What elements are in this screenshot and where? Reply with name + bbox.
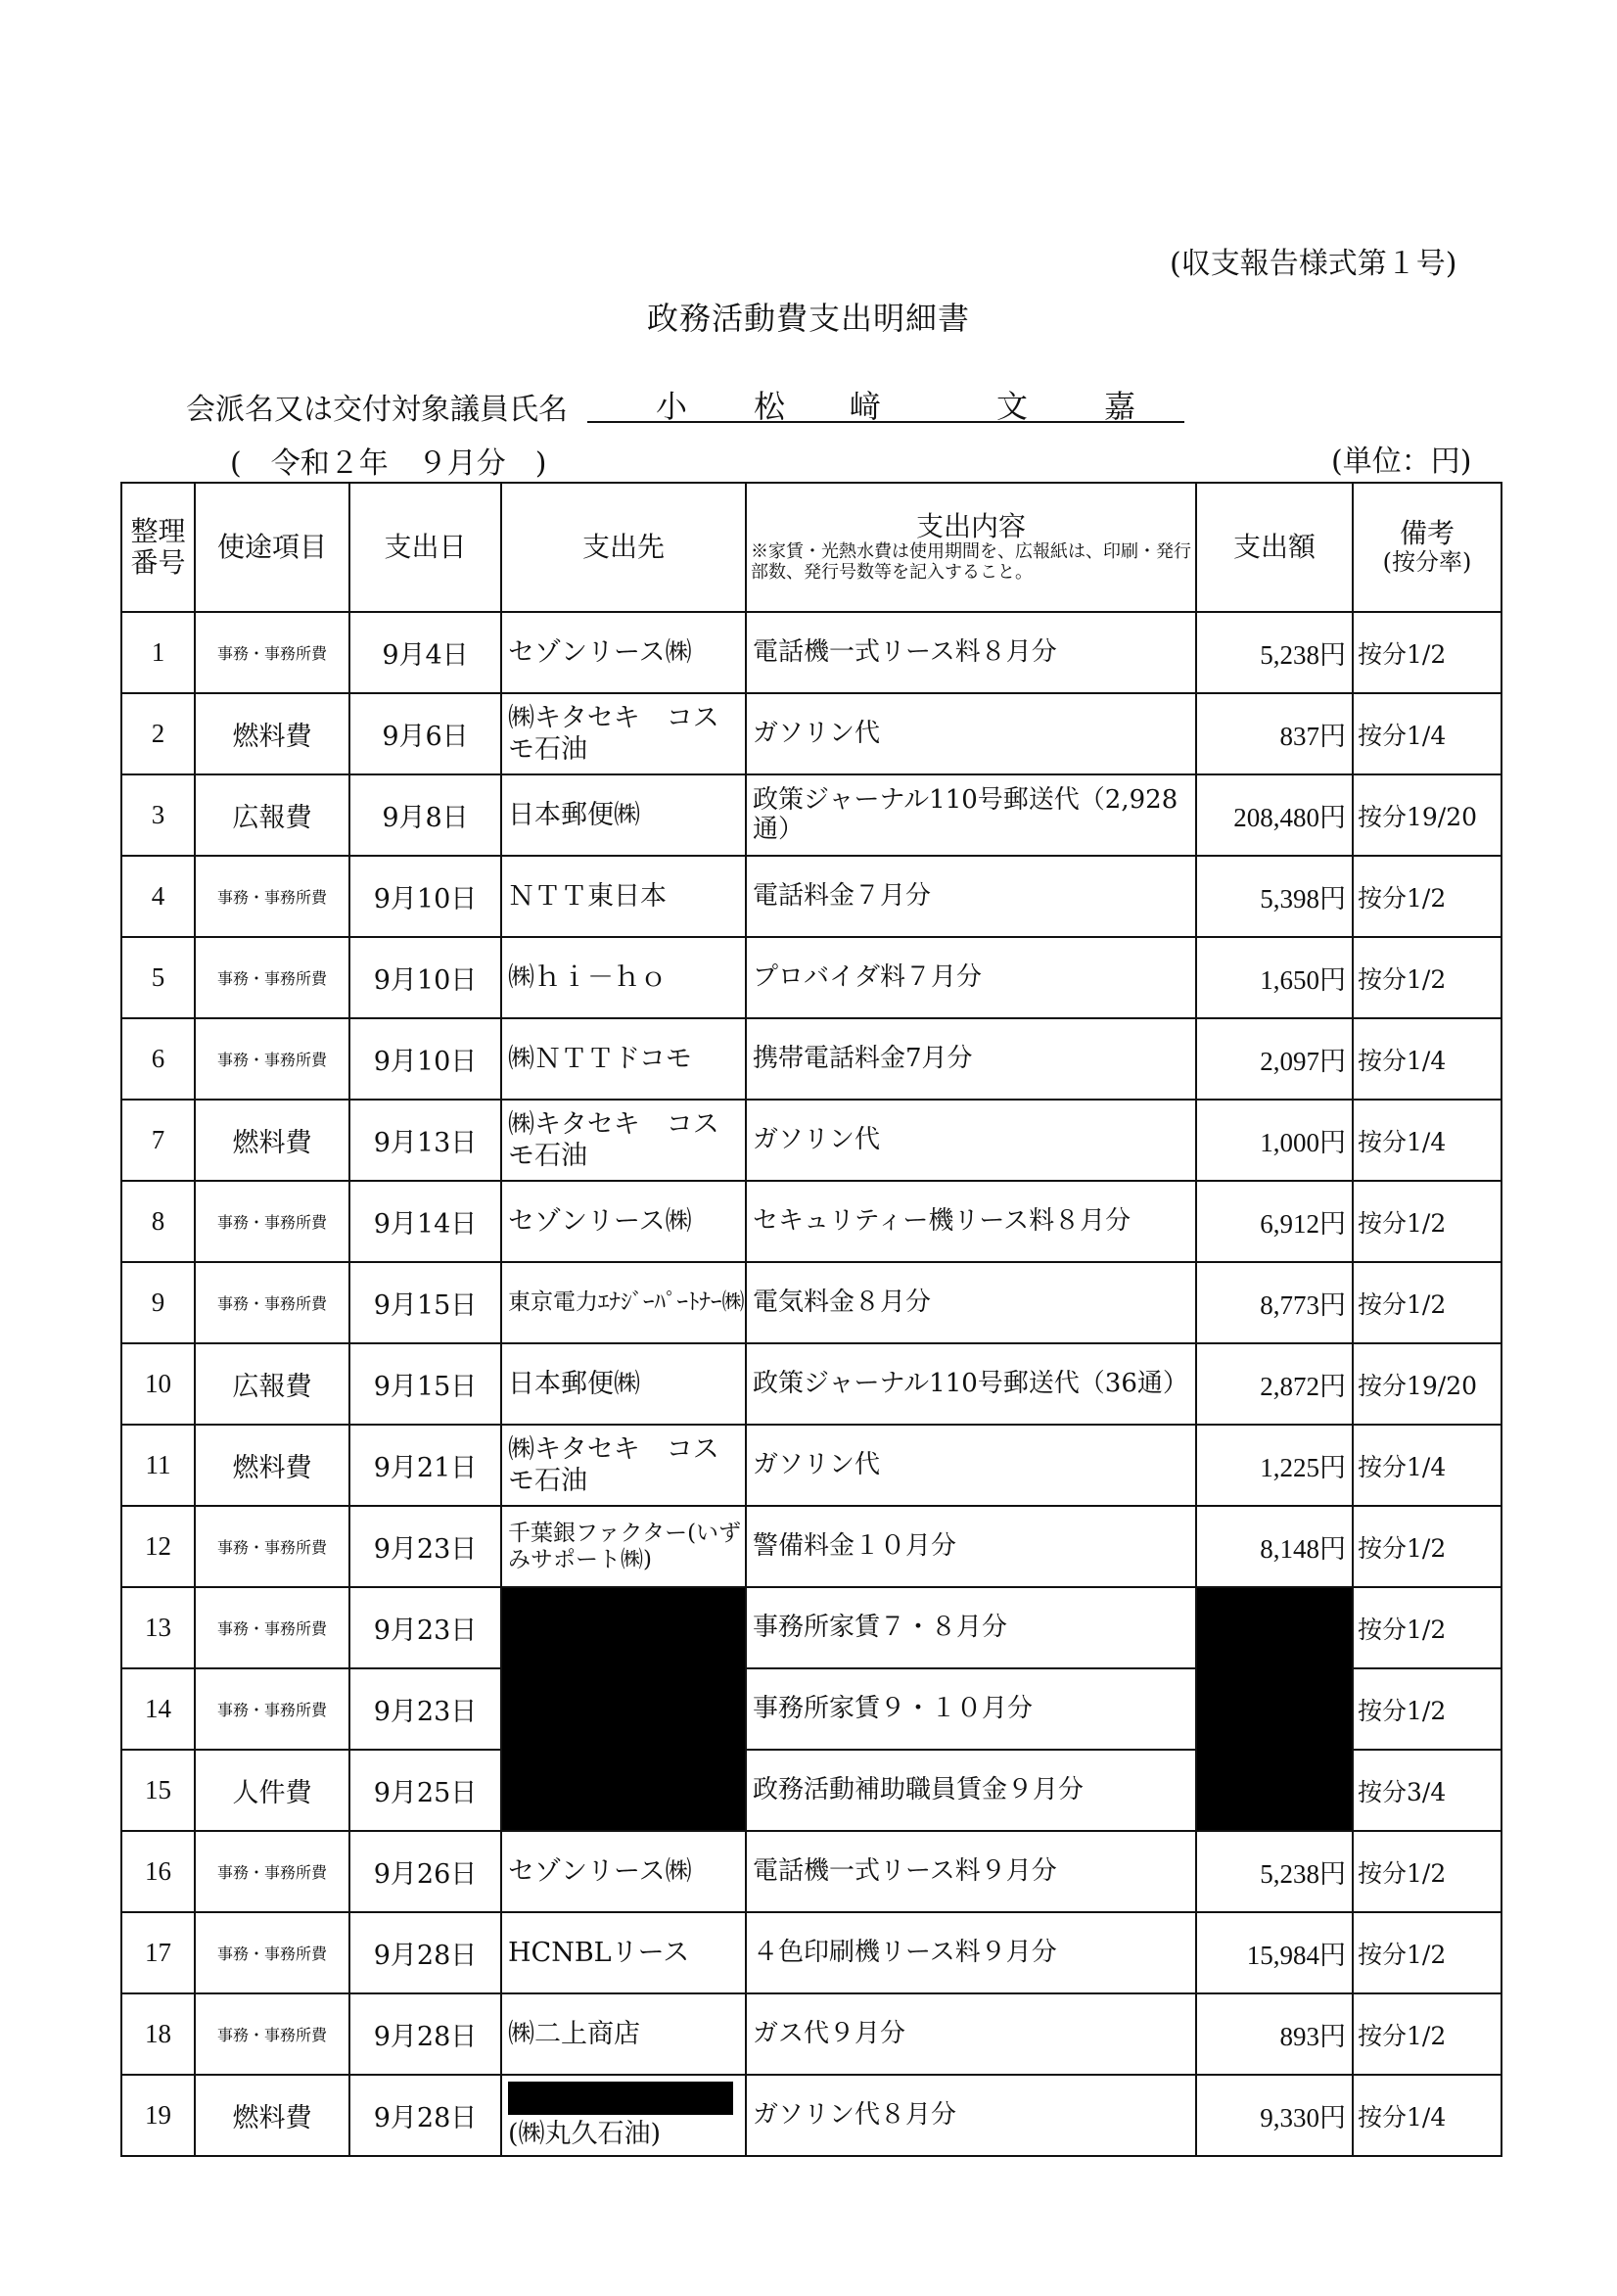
row-payee (501, 2075, 746, 2156)
row-payee: セゾンリース㈱ (501, 1181, 746, 1262)
row-date: 9月4日 (349, 612, 501, 693)
table-header-row (121, 483, 1502, 612)
row-no: 18 (121, 1993, 195, 2075)
row-date: 9月28日 (349, 1993, 501, 2075)
row-payee: HCNBLリース (501, 1912, 746, 1993)
row-content: 政務活動補助職員賃金９月分 (746, 1750, 1196, 1831)
row-note: 按分1/2 (1353, 1506, 1502, 1587)
row-note: 按分1/2 (1353, 1993, 1502, 2075)
member-name (587, 382, 1184, 423)
row-content: ガソリン代 (746, 1100, 1196, 1181)
row-payee: ＮＴＴ東日本 (501, 856, 746, 937)
row-category: 事務・事務所費 (195, 1587, 349, 1668)
row-note: 按分3/4 (1353, 1750, 1502, 1831)
table-row (121, 1181, 1502, 1262)
row-category: 燃料費 (195, 1425, 349, 1506)
row-content: 事務所家賃９・１０月分 (746, 1668, 1196, 1750)
row-date: 9月13日 (349, 1100, 501, 1181)
row-content: ガス代９月分 (746, 1993, 1196, 2075)
row-note: 按分1/2 (1353, 1181, 1502, 1262)
table-row (121, 612, 1502, 693)
row-note: 按分1/2 (1353, 1262, 1502, 1343)
row-note: 按分1/4 (1353, 693, 1502, 774)
row-category: 燃料費 (195, 1100, 349, 1181)
row-amount: 15,984円 (1196, 1912, 1353, 1993)
row-payee: セゾンリース㈱ (501, 1831, 746, 1912)
row-payee: 東京電力ｴﾅｼﾞｰﾊﾟｰﾄﾅｰ㈱ (501, 1262, 746, 1343)
member-name-char: 﨑 (850, 388, 882, 425)
row-content: プロバイダ料７月分 (746, 937, 1196, 1018)
row-amount: 837円 (1196, 693, 1353, 774)
row-amount: 8,148円 (1196, 1506, 1353, 1587)
row-date: 9月26日 (349, 1831, 501, 1912)
row-category: 事務・事務所費 (195, 1018, 349, 1100)
row-amount: 2,097円 (1196, 1018, 1353, 1100)
row-category: 事務・事務所費 (195, 1668, 349, 1750)
row-payee: 日本郵便㈱ (501, 1343, 746, 1425)
row-date: 9月23日 (349, 1587, 501, 1668)
header-no: 整理番号 (121, 483, 195, 612)
table-row (121, 1262, 1502, 1343)
row-amount: 1,000円 (1196, 1100, 1353, 1181)
row-no: 5 (121, 937, 195, 1018)
row-content: ガソリン代 (746, 1425, 1196, 1506)
table-row (121, 856, 1502, 937)
row-date: 9月21日 (349, 1425, 501, 1506)
row-date: 9月23日 (349, 1506, 501, 1587)
row-amount: 893円 (1196, 1993, 1353, 2075)
row-payee: ㈱キタセキ コスモ石油 (501, 693, 746, 774)
row-date: 9月10日 (349, 937, 501, 1018)
row-category: 事務・事務所費 (195, 612, 349, 693)
row-content: 政策ジャーナル110号郵送代（2,928通） (746, 774, 1196, 856)
row-date: 9月14日 (349, 1181, 501, 1262)
row-no: 14 (121, 1668, 195, 1750)
row-no: 3 (121, 774, 195, 856)
row-amount: 5,238円 (1196, 612, 1353, 693)
member-label: 会派名又は交付対象議員氏名 (186, 393, 568, 427)
row-category: 燃料費 (195, 693, 349, 774)
row-no: 19 (121, 2075, 195, 2156)
row-category: 広報費 (195, 1343, 349, 1425)
table-row (121, 1425, 1502, 1506)
row-content: 事務所家賃７・８月分 (746, 1587, 1196, 1668)
row-amount: 6,912円 (1196, 1181, 1353, 1262)
row-category: 事務・事務所費 (195, 1262, 349, 1343)
table-row (121, 1018, 1502, 1100)
row-category: 事務・事務所費 (195, 1993, 349, 2075)
row-payee: ㈱キタセキ コスモ石油 (501, 1425, 746, 1506)
row-no: 7 (121, 1100, 195, 1181)
table-row (121, 2075, 1502, 2156)
row-amount: 5,238円 (1196, 1831, 1353, 1912)
row-date: 9月10日 (349, 1018, 501, 1100)
row-note: 按分1/4 (1353, 1018, 1502, 1100)
row-content: 電話機一式リース料８月分 (746, 612, 1196, 693)
row-no: 10 (121, 1343, 195, 1425)
row-payee: 日本郵便㈱ (501, 774, 746, 856)
row-no: 11 (121, 1425, 195, 1506)
row-payee: セゾンリース㈱ (501, 612, 746, 693)
row-no: 1 (121, 612, 195, 693)
row-note: 按分1/2 (1353, 612, 1502, 693)
row-date: 9月10日 (349, 856, 501, 937)
row-note: 按分1/4 (1353, 1100, 1502, 1181)
header-amount: 支出額 (1196, 483, 1353, 612)
row-date: 9月28日 (349, 2075, 501, 2156)
row-date: 9月8日 (349, 774, 501, 856)
row-category: 事務・事務所費 (195, 1831, 349, 1912)
row-date: 9月15日 (349, 1343, 501, 1425)
table-row (121, 1912, 1502, 1993)
row-payee: ㈱キタセキ コスモ石油 (501, 1100, 746, 1181)
row-no: 2 (121, 693, 195, 774)
row-date: 9月28日 (349, 1912, 501, 1993)
row-category: 人件費 (195, 1750, 349, 1831)
row-amount: 9,330円 (1196, 2075, 1353, 2156)
row-no: 17 (121, 1912, 195, 1993)
row-category: 燃料費 (195, 2075, 349, 2156)
row-category: 事務・事務所費 (195, 1181, 349, 1262)
row-category: 広報費 (195, 774, 349, 856)
row-payee: ㈱ｈｉ－ｈｏ (501, 937, 746, 1018)
row-content: 警備料金１０月分 (746, 1506, 1196, 1587)
row-note: 按分19/20 (1353, 774, 1502, 856)
row-content: 電話機一式リース料９月分 (746, 1831, 1196, 1912)
table-row (121, 937, 1502, 1018)
row-note: 按分1/2 (1353, 1587, 1502, 1668)
redacted-payee-bar (508, 2082, 733, 2115)
row-content: ガソリン代８月分 (746, 2075, 1196, 2156)
row-content: 政策ジャーナル110号郵送代（36通） (746, 1343, 1196, 1425)
header-note: 備考 (按分率) (1353, 483, 1502, 612)
table-row (121, 1993, 1502, 2075)
row-content: 電話料金７月分 (746, 856, 1196, 937)
row-date: 9月6日 (349, 693, 501, 774)
header-date: 支出日 (349, 483, 501, 612)
table-row (121, 1506, 1502, 1587)
row-note: 按分1/2 (1353, 1912, 1502, 1993)
row-note: 按分1/4 (1353, 2075, 1502, 2156)
row-date: 9月23日 (349, 1668, 501, 1750)
row-amount: 1,650円 (1196, 937, 1353, 1018)
row-no: 4 (121, 856, 195, 937)
table-row (121, 1831, 1502, 1912)
row-content: セキュリティー機リース料８月分 (746, 1181, 1196, 1262)
row-content: ガソリン代 (746, 693, 1196, 774)
row-payee: ㈱二上商店 (501, 1993, 746, 2075)
row-no: 13 (121, 1587, 195, 1668)
row-payee: 千葉銀ファクター(いずみサポート㈱) (501, 1506, 746, 1587)
report-period: ( 令和２年 ９月分 ) (230, 446, 547, 481)
table-row (121, 1100, 1502, 1181)
row-content: 携帯電話料金7月分 (746, 1018, 1196, 1100)
row-date: 9月15日 (349, 1262, 501, 1343)
row-content: 電気料金８月分 (746, 1262, 1196, 1343)
row-content: ４色印刷機リース料９月分 (746, 1912, 1196, 1993)
row-amount: 1,225円 (1196, 1425, 1353, 1506)
row-no: 9 (121, 1262, 195, 1343)
table-row (121, 693, 1502, 774)
row-category: 事務・事務所費 (195, 937, 349, 1018)
row-category: 事務・事務所費 (195, 1506, 349, 1587)
row-category: 事務・事務所費 (195, 856, 349, 937)
table-row (121, 1343, 1502, 1425)
row-no: 12 (121, 1506, 195, 1587)
row-amount: 208,480円 (1196, 774, 1353, 856)
header-content: 支出内容 ※家賃・光熱水費は使用期間を、広報紙は、印刷・発行部数、発行号数等を記入すること。 (746, 483, 1196, 612)
row-note: 按分1/4 (1353, 1425, 1502, 1506)
expense-table (120, 482, 1502, 2157)
row-no: 6 (121, 1018, 195, 1100)
member-name-char: 嘉 (1104, 388, 1136, 425)
row-payee: ㈱ＮＴＴドコモ (501, 1018, 746, 1100)
row-no: 8 (121, 1181, 195, 1262)
row-no: 16 (121, 1831, 195, 1912)
header-content-note: ※家賃・光熱水費は使用期間を、広報紙は、印刷・発行部数、発行号数等を記入すること。 (751, 541, 1191, 584)
currency-unit: (単位：円) (1331, 445, 1472, 479)
row-note: 按分1/2 (1353, 856, 1502, 937)
row-note: 按分19/20 (1353, 1343, 1502, 1425)
row-note: 按分1/2 (1353, 937, 1502, 1018)
table-row (121, 1587, 1502, 1668)
row-no: 15 (121, 1750, 195, 1831)
row-category: 事務・事務所費 (195, 1912, 349, 1993)
member-name-char: 松 (754, 388, 786, 425)
table-row (121, 774, 1502, 856)
row-note: 按分1/2 (1353, 1831, 1502, 1912)
row-date: 9月25日 (349, 1750, 501, 1831)
form-number: (収支報告様式第１号) (1170, 247, 1457, 281)
redacted-amount (1196, 1587, 1353, 1831)
header-payee: 支出先 (501, 483, 746, 612)
header-category: 使途項目 (195, 483, 349, 612)
row-note: 按分1/2 (1353, 1668, 1502, 1750)
row-amount: 2,872円 (1196, 1343, 1353, 1425)
row-amount: 8,773円 (1196, 1262, 1353, 1343)
row-amount: 5,398円 (1196, 856, 1353, 937)
document-title: 政務活動費支出明細書 (646, 300, 970, 337)
redacted-payee (501, 1587, 746, 1831)
member-name-char: 小 (656, 388, 688, 425)
member-name-char: 文 (996, 388, 1029, 425)
row-payee-text: (㈱丸久石油) (508, 2118, 662, 2149)
